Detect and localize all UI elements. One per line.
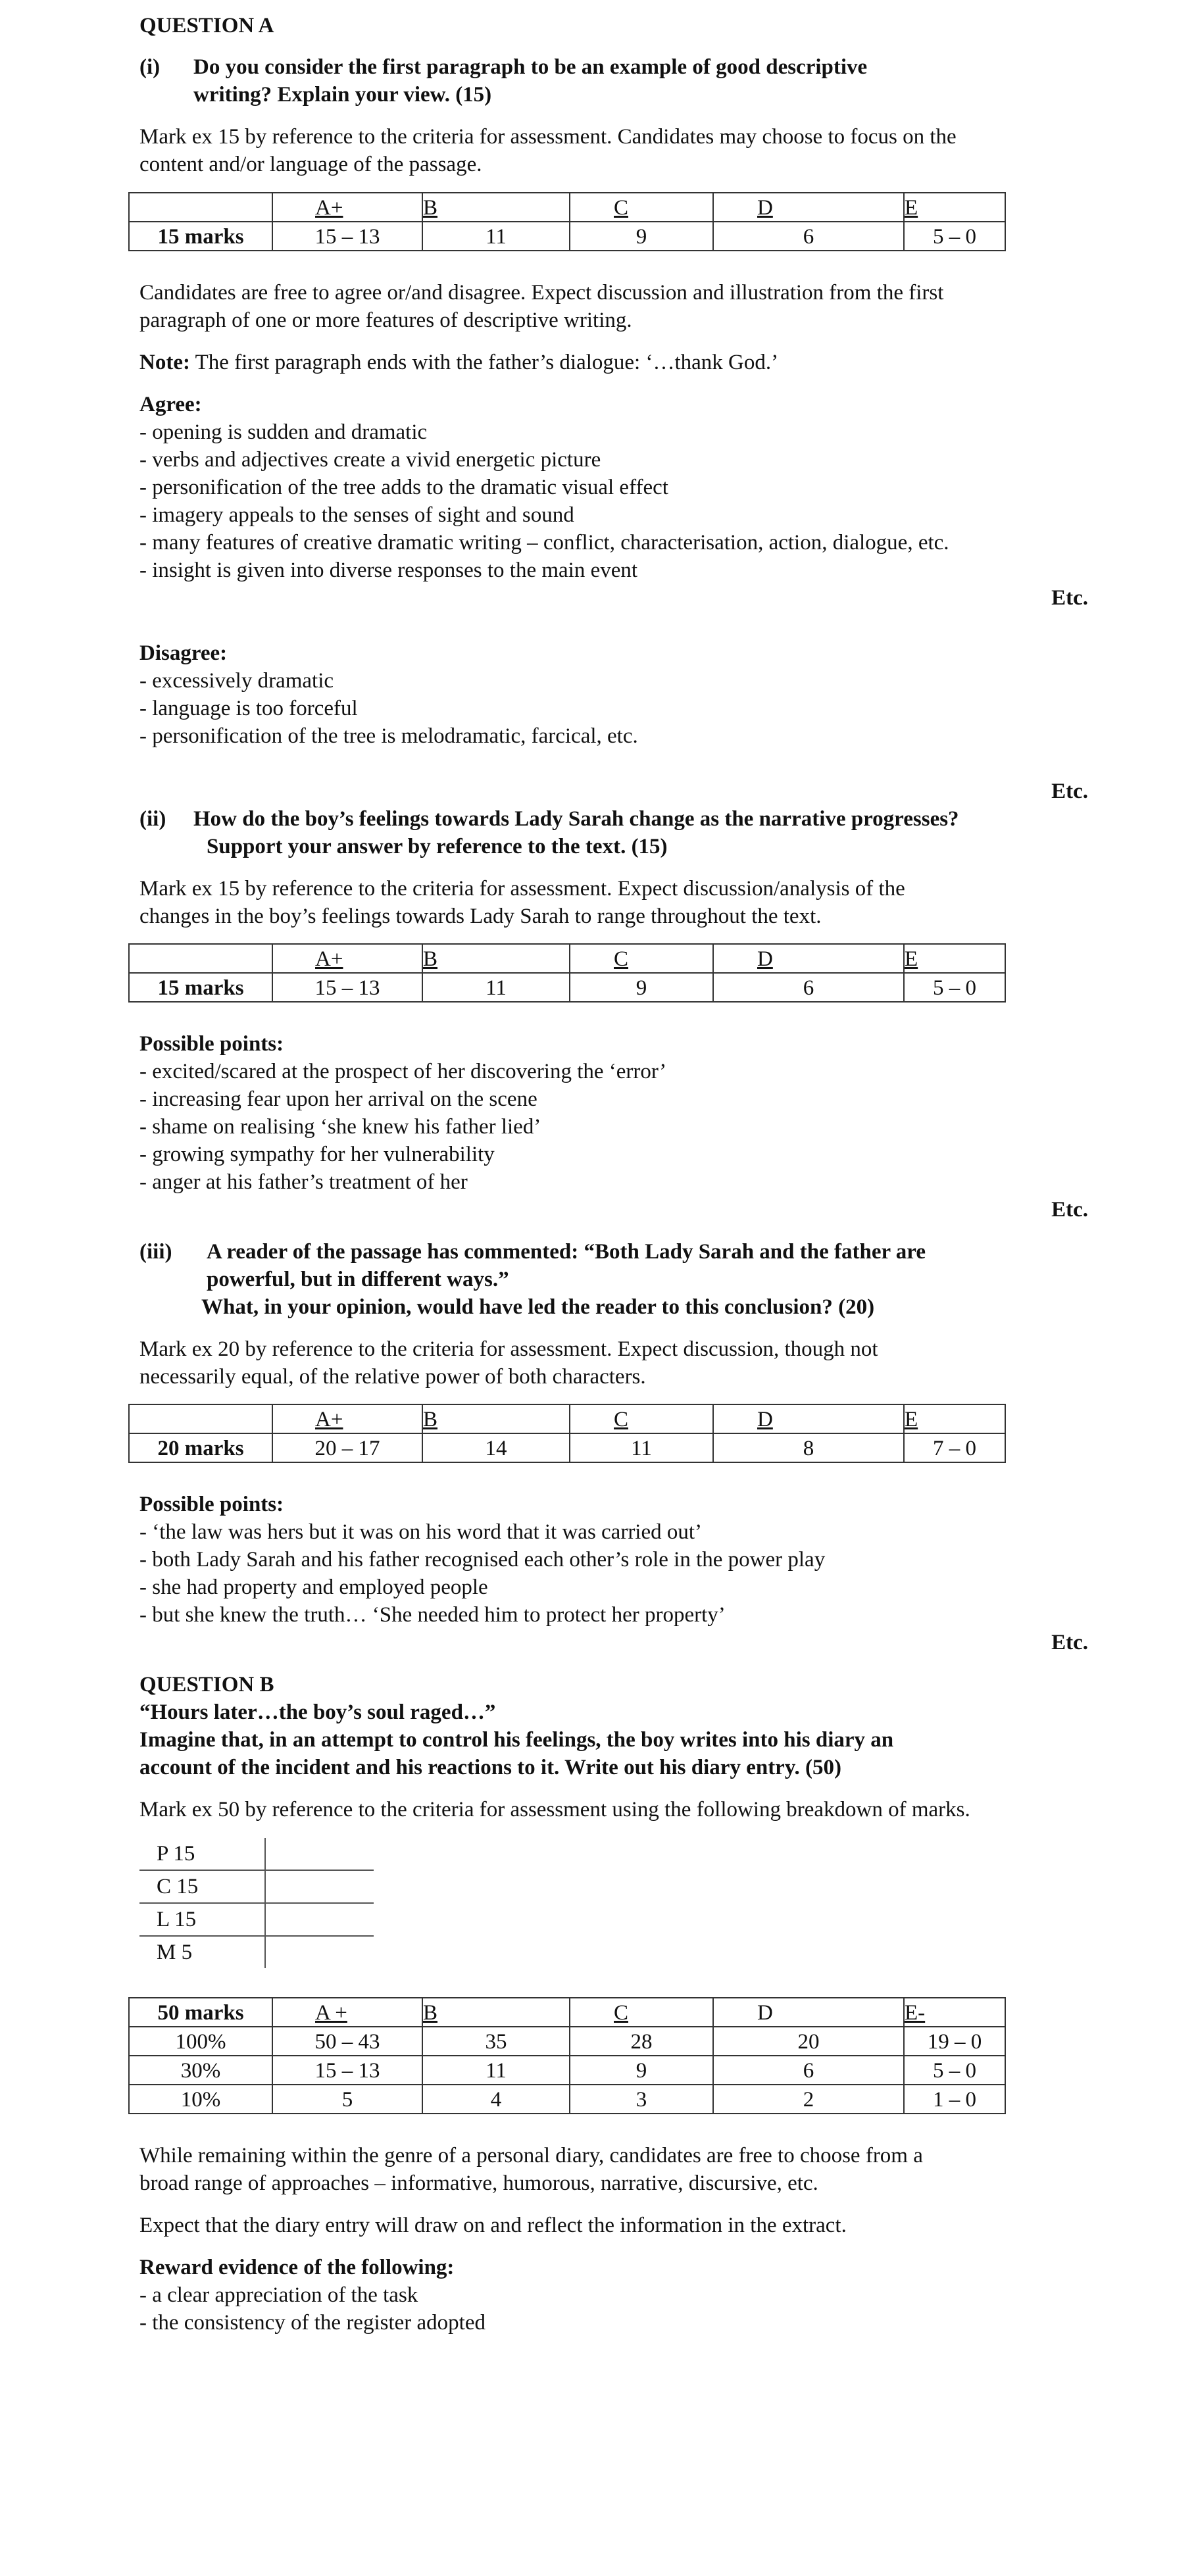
- question-b-quote: “Hours later…the boy’s soul raged…”: [139, 1700, 496, 1724]
- grade-value: 15 – 13: [272, 2056, 422, 2085]
- list-item: - the consistency of the register adopted: [139, 2311, 486, 2335]
- list-item: - increasing fear upon her arrival on the scene: [139, 1087, 537, 1111]
- grade-value: 20: [713, 2027, 904, 2056]
- grade-table-15-marks-i: [128, 192, 1006, 251]
- grade-header: B: [423, 2001, 438, 2025]
- pclm-label: C 15: [139, 1870, 265, 1903]
- grade-value: 1 – 0: [904, 2085, 1005, 2114]
- grade-value: 11: [422, 2056, 570, 2085]
- marks-label: 20 marks: [129, 1433, 272, 1462]
- grade-value: 11: [422, 973, 570, 1002]
- marking-instruction: Mark ex 50 by reference to the criteria for assessment using the following breakdown of marks.: [139, 1798, 970, 1821]
- pclm-label: L 15: [139, 1903, 265, 1936]
- possible-points-heading: Possible points:: [139, 1493, 284, 1516]
- percentage-label: 10%: [129, 2085, 272, 2114]
- grade-header: A+: [315, 947, 343, 971]
- question-number: (ii): [139, 807, 166, 831]
- grade-header: B: [423, 196, 438, 220]
- marking-instruction: Mark ex 15 by reference to the criteria for assessment. Candidates may choose to focus on the content and/or language of the passage.: [139, 125, 957, 176]
- list-item: - growing sympathy for her vulnerability: [139, 1143, 495, 1166]
- question-a-heading: QUESTION A: [139, 14, 274, 37]
- disagree-section: [139, 639, 1087, 805]
- grade-value: 7 – 0: [904, 1433, 1005, 1462]
- possible-points-ii: [139, 1030, 1087, 1224]
- pclm-breakdown-table: [139, 1838, 374, 1968]
- grade-value: 2: [713, 2085, 904, 2114]
- grade-header: C: [614, 2001, 629, 2025]
- grade-value: 8: [713, 1433, 904, 1462]
- grade-value: 15 – 13: [272, 222, 422, 251]
- grade-header: E: [905, 1408, 918, 1431]
- grade-value: 50 – 43: [272, 2027, 422, 2056]
- marks-label: 15 marks: [129, 222, 272, 251]
- grade-header-row: [129, 944, 1005, 973]
- grade-header: E: [905, 196, 918, 220]
- grade-values-row: [129, 2085, 1005, 2114]
- note: [139, 349, 1087, 376]
- grade-table-20-marks: [128, 1404, 1006, 1463]
- pclm-label: M 5: [139, 1936, 265, 1968]
- question-a-iii: [139, 1238, 1087, 1321]
- grade-value: 5 – 0: [904, 973, 1005, 1002]
- note-text: The first paragraph ends with the father’s dialogue: ‘…thank God.’: [189, 351, 779, 374]
- grade-header-row: [129, 1998, 1005, 2027]
- question-text-line: Do you consider the first paragraph to be an example of good descriptive: [193, 55, 868, 79]
- grade-header: E-: [905, 2001, 926, 2025]
- possible-points-iii: [139, 1491, 1087, 1656]
- grade-value: 11: [570, 1433, 713, 1462]
- grade-header: C: [614, 947, 629, 971]
- paragraph: Candidates are free to agree or/and disagree. Expect discussion and illustration from the first paragraph of one or more features of descriptive writing.: [139, 281, 944, 332]
- question-text-line: How do the boy’s feelings towards Lady Sarah change as the narrative progresses?: [193, 807, 959, 831]
- grade-header: B: [423, 947, 438, 971]
- question-text-line: Support your answer by reference to the text. (15): [207, 835, 668, 858]
- grade-value: 11: [422, 222, 570, 251]
- grade-value: 14: [422, 1433, 570, 1462]
- grade-header: D: [757, 947, 773, 971]
- list-item: - both Lady Sarah and his father recognised each other’s role in the power play: [139, 1548, 826, 1572]
- grade-header: D: [757, 2001, 773, 2025]
- agree-heading: Agree:: [139, 393, 202, 416]
- grade-header: A+: [315, 1408, 343, 1431]
- grade-values-row: [129, 2027, 1005, 2056]
- list-item: - excessively dramatic: [139, 669, 334, 693]
- question-number: (iii): [139, 1240, 172, 1264]
- question-text-line: powerful, but in different ways.”: [207, 1268, 509, 1291]
- marking-instruction: Mark ex 20 by reference to the criteria for assessment. Expect discussion, though not necessarily equal, of the relative power of both characters.: [139, 1337, 878, 1389]
- grade-header-row: [129, 193, 1005, 222]
- percentage-label: 100%: [129, 2027, 272, 2056]
- list-item: - insight is given into diverse responses to the main event: [139, 558, 638, 582]
- question-text-line: writing? Explain your view. (15): [193, 83, 492, 107]
- list-item: - excited/scared at the prospect of her discovering the ‘error’: [139, 1060, 667, 1083]
- grade-header-row: [129, 1404, 1005, 1433]
- question-a-ii: [139, 805, 1087, 860]
- grade-header: C: [614, 196, 629, 220]
- grade-value: 3: [570, 2085, 713, 2114]
- reward-heading: Reward evidence of the following:: [139, 2256, 455, 2279]
- marks-label: 15 marks: [129, 973, 272, 1002]
- list-item: - language is too forceful: [139, 697, 358, 720]
- reward-section: [139, 2254, 1087, 2337]
- grade-header: D: [757, 1408, 773, 1431]
- question-a-i: [139, 53, 1087, 109]
- grade-value: 20 – 17: [272, 1433, 422, 1462]
- grade-value: 9: [570, 973, 713, 1002]
- question-text-line: A reader of the passage has commented: “Both Lady Sarah and the father are: [207, 1240, 926, 1264]
- grade-header: C: [614, 1408, 629, 1431]
- list-item: - anger at his father’s treatment of her: [139, 1170, 468, 1194]
- grade-value: 9: [570, 2056, 713, 2085]
- grade-values-row: [129, 1433, 1005, 1462]
- grade-value: 9: [570, 222, 713, 251]
- etc-label: Etc.: [1051, 1198, 1088, 1222]
- question-b-heading: QUESTION B: [139, 1673, 274, 1697]
- question-number: (i): [139, 55, 161, 79]
- possible-points-heading: Possible points:: [139, 1032, 284, 1056]
- etc-label: Etc.: [1051, 586, 1088, 610]
- marking-scheme-page: [139, 9, 1087, 2337]
- note-label: Note:: [139, 351, 190, 374]
- list-item: - a clear appreciation of the task: [139, 2283, 418, 2307]
- list-item: - verbs and adjectives create a vivid energetic picture: [139, 448, 601, 472]
- list-item: - personification of the tree adds to the dramatic visual effect: [139, 476, 668, 499]
- grade-header: B: [423, 1408, 438, 1431]
- marks-label: 50 marks: [129, 1998, 272, 2027]
- list-item: - imagery appeals to the senses of sight and sound: [139, 503, 574, 527]
- question-text-line: Imagine that, in an attempt to control his feelings, the boy writes into his diary an: [139, 1728, 894, 1752]
- list-item: - she had property and employed people: [139, 1575, 488, 1599]
- paragraph: While remaining within the genre of a personal diary, candidates are free to choose from a broad range of approaches – informative, humorous, narrative, discursive, etc.: [139, 2144, 923, 2195]
- list-item: - ‘the law was hers but it was on his word that it was carried out’: [139, 1520, 703, 1544]
- grade-values-row: [129, 222, 1005, 251]
- grade-header: A+: [315, 196, 343, 220]
- grade-values-row: [129, 2056, 1005, 2085]
- grade-header: E: [905, 947, 918, 971]
- grade-value: 35: [422, 2027, 570, 2056]
- list-item: - personification of the tree is melodramatic, farcical, etc.: [139, 724, 638, 748]
- grade-table-15-marks-ii: [128, 943, 1006, 1003]
- grade-value: 5 – 0: [904, 222, 1005, 251]
- agree-section: [139, 391, 1087, 612]
- grade-value: 28: [570, 2027, 713, 2056]
- list-item: - opening is sudden and dramatic: [139, 420, 428, 444]
- pclm-label: P 15: [139, 1838, 265, 1870]
- grade-value: 6: [713, 973, 904, 1002]
- disagree-heading: Disagree:: [139, 641, 228, 665]
- question-text-line: What, in your opinion, would have led the reader to this conclusion? (20): [201, 1295, 875, 1319]
- list-item: - many features of creative dramatic writing – conflict, characterisation, action, dialogue, etc.: [139, 531, 949, 555]
- question-b: [139, 1671, 1087, 1781]
- grade-value: 5 – 0: [904, 2056, 1005, 2085]
- grade-value: 4: [422, 2085, 570, 2114]
- grade-value: 6: [713, 222, 904, 251]
- grade-header: D: [757, 196, 773, 220]
- grade-value: 15 – 13: [272, 973, 422, 1002]
- percentage-label: 30%: [129, 2056, 272, 2085]
- grade-header: A +: [315, 2001, 347, 2025]
- grade-table-50-marks: [128, 1997, 1006, 2114]
- grade-value: 19 – 0: [904, 2027, 1005, 2056]
- etc-label: Etc.: [1051, 780, 1088, 803]
- question-text-line: account of the incident and his reactions to it. Write out his diary entry. (50): [139, 1756, 841, 1779]
- etc-label: Etc.: [1051, 1631, 1088, 1654]
- grade-value: 6: [713, 2056, 904, 2085]
- grade-values-row: [129, 973, 1005, 1002]
- grade-value: 5: [272, 2085, 422, 2114]
- list-item: - shame on realising ‘she knew his father lied’: [139, 1115, 541, 1139]
- list-item: - but she knew the truth… ‘She needed him to protect her property’: [139, 1603, 726, 1627]
- marking-instruction: Mark ex 15 by reference to the criteria for assessment. Expect discussion/analysis of the changes in the boy’s feelings towards Lady Sarah to range throughout the text.: [139, 877, 905, 928]
- paragraph: Expect that the diary entry will draw on and reflect the information in the extract.: [139, 2214, 847, 2237]
